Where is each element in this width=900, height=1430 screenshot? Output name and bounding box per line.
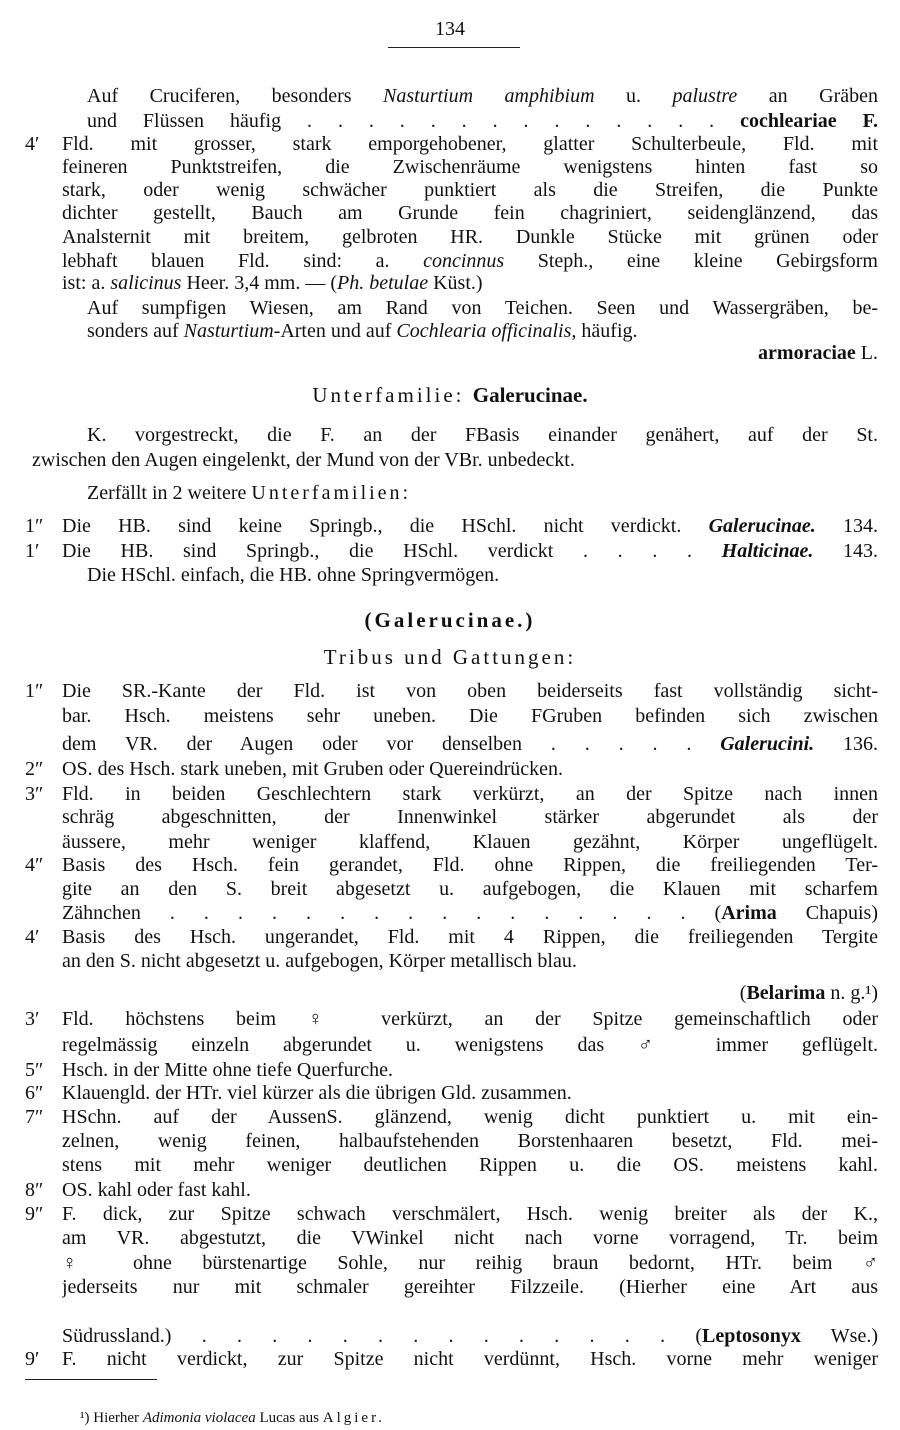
text-segment: ist: a. (62, 272, 111, 294)
text-segment: Küst.) (428, 272, 483, 294)
text-segment: Fld. mit grosser, stark emporgehobener, glatter Schulterbeule, Fld. mit (62, 133, 878, 155)
text-line (62, 980, 878, 1006)
section-heading (0, 607, 900, 633)
text-segment: stark, oder wenig schwächer punktiert als die Streifen, die Punkte (62, 179, 878, 201)
text-segment: zwischen den Augen eingelenkt, der Mund von der VBr. unbedeckt. (32, 449, 575, 471)
text-line (62, 900, 878, 926)
key-number: 3′ (25, 1008, 40, 1030)
text-segment: Unterfamilie: (312, 383, 473, 407)
text-segment: Chapuis) (776, 902, 878, 924)
text-segment: Wse.) (800, 1325, 878, 1347)
text-line (62, 1080, 878, 1106)
text-line (87, 562, 878, 588)
text-segment: Südrussland.) . . . . . . . . . . . . . . ( (62, 1325, 702, 1347)
text-segment: Unterfamilien: (251, 482, 412, 504)
footnote-rule (25, 1379, 157, 1380)
text-segment: Analsternit mit breitem, gelbroten HR. Dunkle Stücke mit grünen oder (62, 226, 878, 248)
text-segment: F. dick, zur Spitze schwach verschmälert, Hsch. wenig breiter als der K., (62, 1203, 878, 1225)
key-number: 6″ (25, 1082, 44, 1104)
text-segment: L. (855, 342, 878, 364)
text-segment: Die HB. sind Springb., die HSchl. verdickt . . . . (62, 540, 722, 562)
italic-text: Cochlearia officinalis, (396, 320, 577, 342)
text-segment: an Gräben (737, 85, 878, 107)
key-number: 1″ (25, 680, 44, 702)
text-line (62, 270, 878, 296)
text-line (62, 1032, 878, 1058)
bold-text: Galerucinae. (472, 383, 588, 407)
key-number: 5″ (25, 1059, 44, 1081)
key-number: 4″ (25, 854, 44, 876)
bold-text: armoraciae (758, 342, 856, 364)
text-segment: Die HB. sind keine Springb., die HSchl. nicht verdickt. (62, 515, 709, 537)
text-segment: 134. (815, 515, 878, 537)
text-segment: Auf Cruciferen, besonders (87, 85, 384, 107)
text-line (32, 447, 878, 473)
text-segment: Die SR.-Kante der Fld. ist von oben beiderseits fast vollständig sicht- (62, 680, 878, 702)
text-segment: bar. Hsch. meistens sehr uneben. Die FGruben befinden sich zwischen (62, 705, 878, 727)
text-segment: am VR. abgestutzt, die VWinkel nicht nach vorne vorragend, Tr. beim (62, 1227, 878, 1249)
italic-text: Adimonia violacea (142, 1410, 256, 1426)
text-line (87, 480, 878, 506)
text-line (62, 1104, 878, 1130)
text-line (62, 703, 878, 729)
text-segment: Fld. höchstens beim ♀ verkürzt, an der Spitze gemeinschaftlich oder (62, 1008, 878, 1030)
text-line (62, 924, 878, 950)
text-segment: feineren Punktstreifen, die Zwischenräume wenigstens hinten fast so (62, 156, 878, 178)
text-segment: Die HSchl. einfach, die HB. ohne Springvermögen. (87, 564, 500, 586)
key-number: 9″ (25, 1203, 44, 1225)
text-segment: Zerfällt in 2 weitere (87, 482, 252, 504)
text-segment: stens mit mehr weniger deutlichen Rippen u. die OS. meistens kahl. (62, 1154, 878, 1176)
text-segment: Algier. (322, 1410, 386, 1426)
bold-text: Galerucini. (720, 733, 815, 755)
text-segment: dichter gestellt, Bauch am Grunde fein chagriniert, seidenglänzend, das (62, 202, 878, 224)
text-line (62, 804, 878, 830)
text-segment: K. vorgestreckt, die F. an der FBasis einander genähert, auf der St. (87, 424, 878, 446)
italic-text: Nasturtium amphibium (383, 85, 595, 107)
text-segment: u. (594, 85, 673, 107)
bold-text: Halticinae. (721, 540, 814, 562)
text-segment: schräg abgeschnitten, der Innenwinkel stärker abgerundet als der (62, 806, 878, 828)
text-segment: -Arten und auf (273, 320, 397, 342)
text-line (62, 1250, 878, 1276)
text-segment: Klauengld. der HTr. viel kürzer als die übrigen Gld. zusammen. (62, 1082, 572, 1104)
text-segment: 136. (814, 733, 878, 755)
bold-text: (Galerucinae.) (364, 608, 536, 632)
section-heading (0, 644, 900, 670)
text-segment: Lucas aus (255, 1410, 323, 1426)
text-segment: Basis des Hsch. fein gerandet, Fld. ohne Rippen, die freiliegenden Ter- (62, 854, 878, 876)
text-segment: häufig. (576, 320, 638, 342)
text-segment: ( (739, 982, 747, 1004)
text-segment: OS. des Hsch. stark uneben, mit Gruben oder Quereindrücken. (62, 758, 563, 780)
text-segment: Hsch. in der Mitte ohne tiefe Querfurche. (62, 1059, 393, 1081)
text-line (87, 422, 878, 448)
text-line (62, 1346, 878, 1372)
text-segment: ♀ ohne bürstenartige Sohle, nur reihig braun bedornt, HTr. beim ♂ (62, 1252, 878, 1274)
italic-text: salicinus (110, 272, 182, 294)
text-segment: n. g.¹) (825, 982, 878, 1004)
key-number: 4′ (25, 133, 40, 155)
text-line (62, 1177, 878, 1203)
key-number: 4′ (25, 926, 40, 948)
text-line (87, 83, 878, 109)
text-segment: Basis des Hsch. ungerandet, Fld. mit 4 Rippen, die freiliegenden Tergite (62, 926, 878, 948)
text-line (62, 340, 878, 366)
text-segment: lebhaft blauen Fld. sind: a. (62, 250, 424, 272)
section-heading (0, 382, 900, 408)
text-segment: Heer. 3,4 mm. — ( (181, 272, 337, 294)
text-segment: äussere, mehr weniger klaffend, Klauen gezähnt, Körper ungeflügelt. (62, 831, 878, 853)
text-line (62, 1006, 878, 1032)
italic-text: concinnus (423, 250, 505, 272)
text-line (62, 678, 878, 704)
footnote (80, 1408, 385, 1428)
text-segment: an den S. nicht abgesetzt u. aufgebogen, Körper metallisch blau. (62, 950, 577, 972)
page-number: 134 (435, 18, 465, 40)
text-segment: Fld. in beiden Geschlechtern stark verkürzt, an der Spitze nach innen (62, 783, 878, 805)
bold-text: Leptosonyx (702, 1325, 801, 1347)
italic-text: palustre (672, 85, 738, 107)
text-segment: gite an den S. breit abgesetzt u. aufgebogen, die Klauen mit scharfem (62, 878, 878, 900)
text-line (62, 200, 878, 226)
text-segment: Auf sumpfigen Wiesen, am Rand von Teichen. Seen und Wassergräben, be- (87, 297, 878, 319)
text-line (62, 1225, 878, 1251)
text-line (62, 538, 878, 564)
text-line (62, 513, 878, 539)
key-number: 7″ (25, 1106, 44, 1128)
text-segment: Zähnchen . . . . . . . . . . . . . . . . ( (62, 902, 722, 924)
header-rule (388, 47, 520, 48)
text-segment: regelmässig einzeln abgerundet u. wenigstens das ♂ immer geflügelt. (62, 1034, 878, 1056)
text-segment: ¹) Hierher (80, 1410, 143, 1426)
text-segment: 143. (813, 540, 878, 562)
text-line (62, 756, 878, 782)
bold-text: Belarima (746, 982, 826, 1004)
text-line (62, 1152, 878, 1178)
text-segment: OS. kahl oder fast kahl. (62, 1179, 251, 1201)
text-segment: sonders auf (87, 320, 184, 342)
bold-text: Arima (721, 902, 777, 924)
text-line (62, 948, 878, 974)
text-line (62, 852, 878, 878)
key-number: 9′ (25, 1348, 40, 1370)
text-segment: jederseits nur mit schmaler gereihter Filzzeile. (Hierher eine Art aus (62, 1276, 878, 1298)
key-number: 1′ (25, 540, 40, 562)
key-number: 8″ (25, 1179, 44, 1201)
text-line (62, 1274, 878, 1300)
text-segment: Steph., eine kleine Gebirgsform (504, 250, 878, 272)
key-number: 2″ (25, 758, 44, 780)
text-segment: und Flüssen häufig . . . . . . . . . . . . . . (87, 110, 741, 132)
text-line (62, 731, 878, 757)
text-segment: dem VR. der Augen oder vor denselben . . . . . (62, 733, 721, 755)
text-line (62, 1201, 878, 1227)
text-line (62, 876, 878, 902)
text-segment: HSchn. auf der AussenS. glänzend, wenig dicht punktiert u. mit ein- (62, 1106, 878, 1128)
italic-text: Ph. betulae (337, 272, 429, 294)
text-segment: zelnen, wenig feinen, halbaufstehenden Borstenhaaren besetzt, Fld. mei- (62, 1130, 878, 1152)
key-number: 3″ (25, 783, 44, 805)
bold-text: cochleariae F. (740, 110, 878, 132)
key-number: 1″ (25, 515, 44, 537)
bold-text: Galerucinae. (708, 515, 816, 537)
text-line (62, 224, 878, 250)
text-line (62, 1128, 878, 1154)
text-segment: F. nicht verdickt, zur Spitze nicht verdünnt, Hsch. vorne mehr weniger (62, 1348, 878, 1370)
italic-text: Nasturtium (183, 320, 274, 342)
text-segment: Tribus und Gattungen: (323, 645, 577, 669)
